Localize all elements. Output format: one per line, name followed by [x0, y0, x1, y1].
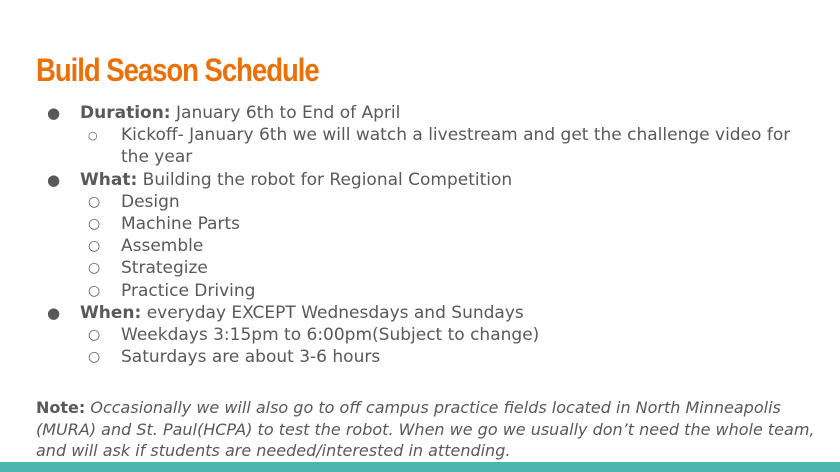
sub-bullet-kickoff — [36, 124, 816, 168]
sub-bullet-assemble — [36, 235, 816, 257]
bullet-text: everyday EXCEPT Wednesdays and Sundays — [141, 302, 524, 323]
sub-bullet-marker: ○ — [88, 327, 101, 344]
sub-bullet-text: Saturdays are about 3-6 hours — [121, 347, 381, 368]
bullet-marker: ● — [47, 104, 61, 122]
note-label: Note: — [36, 398, 86, 417]
bullet-label: When: — [80, 302, 142, 323]
sub-bullet-text: Assemble — [121, 236, 204, 257]
sub-bullet-saturdays — [36, 346, 816, 368]
note-text: Occasionally we will also go to off campus practice fields located in North Minneapolis (MURA) and St. Paul(HCPA) to test the robot. When we go we usually don’t need the whole team, and will ask if students are needed/interested in attending. — [36, 398, 815, 460]
bullet-marker: ● — [47, 303, 61, 322]
sub-bullet-marker: ○ — [88, 193, 101, 210]
sub-bullet-weekdays — [36, 324, 816, 346]
sub-bullet-text: Practice Driving — [121, 280, 256, 301]
bullet-list — [36, 102, 816, 368]
sub-bullet-marker: ○ — [88, 260, 101, 277]
bullet-label: Duration: — [80, 103, 171, 123]
sub-bullet-marker: ○ — [88, 129, 98, 143]
sub-bullet-marker: ○ — [88, 216, 101, 233]
sub-bullet-text: Kickoff- January 6th we will watch a livestream and get the challenge video for the year — [121, 125, 791, 168]
sub-bullet-text: Machine Parts — [121, 214, 240, 235]
sub-bullet-text: Design — [121, 191, 180, 212]
sub-bullet-machine-parts — [36, 213, 816, 235]
bullet-duration — [36, 102, 816, 124]
bullet-label: What: — [80, 169, 138, 190]
sub-bullet-design — [36, 191, 816, 213]
sub-bullet-practice-driving — [36, 280, 816, 302]
bullet-what — [36, 169, 816, 191]
note-paragraph — [36, 397, 816, 462]
sub-bullet-text: Strategize — [121, 258, 208, 279]
bullet-when — [36, 302, 816, 324]
bottom-accent-bar — [0, 462, 840, 472]
slide-title: Build Season Schedule — [36, 52, 319, 88]
sub-bullet-marker: ○ — [88, 238, 101, 255]
bullet-text: Building the robot for Regional Competition — [137, 169, 513, 190]
sub-bullet-marker: ○ — [88, 282, 101, 299]
sub-bullet-marker: ○ — [88, 349, 101, 366]
bullet-text: January 6th to End of April — [170, 103, 401, 123]
sub-bullet-text: Weekdays 3:15pm to 6:00pm(Subject to change) — [121, 325, 540, 346]
sub-bullet-strategize — [36, 257, 816, 279]
bullet-marker: ● — [47, 170, 61, 189]
